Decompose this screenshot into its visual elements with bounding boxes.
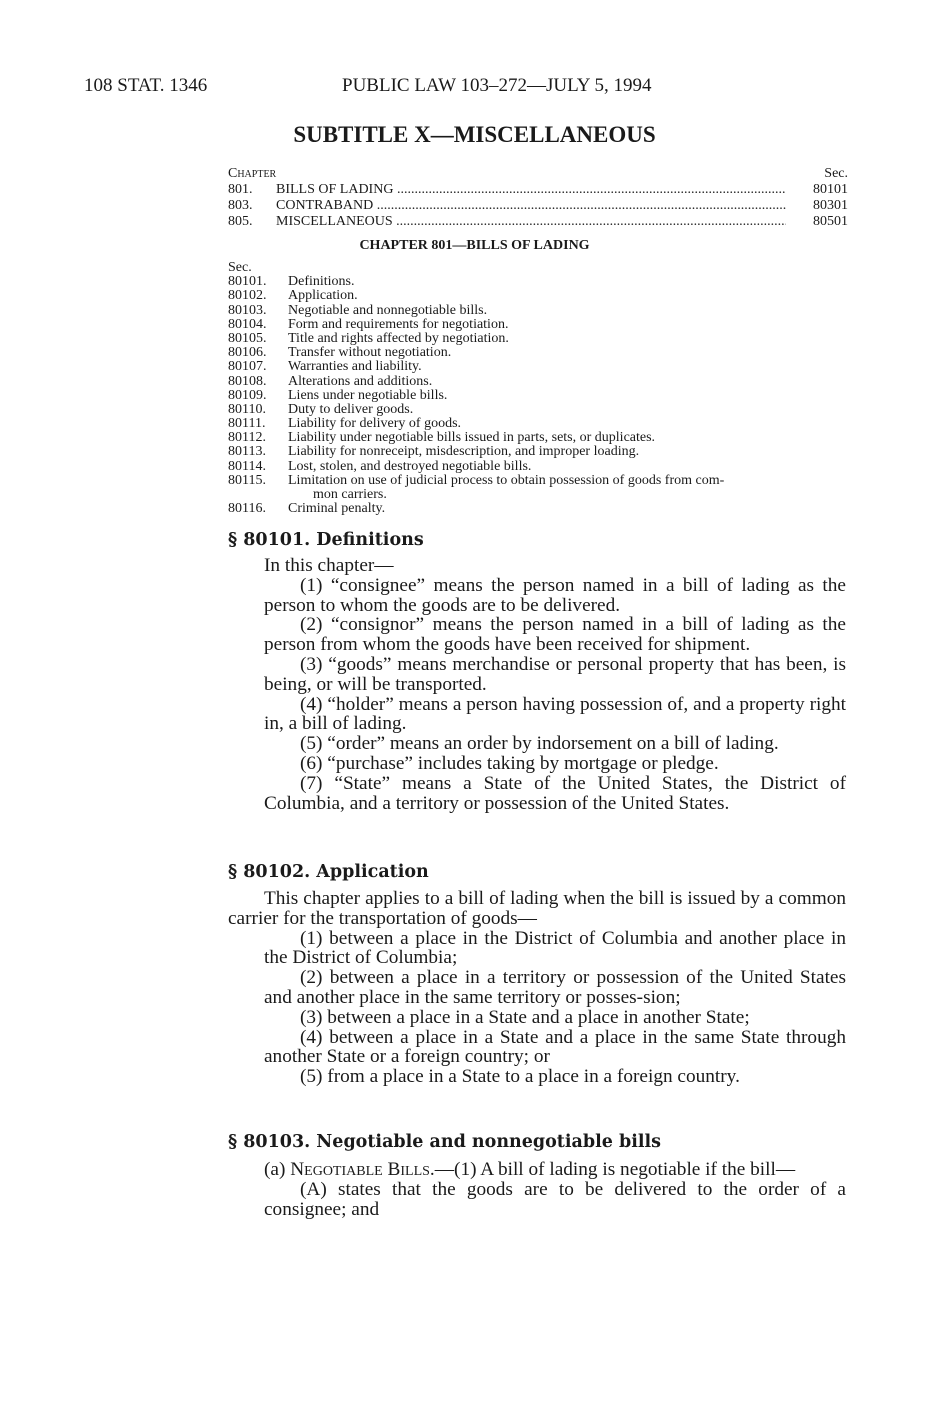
application-item: (3) between a place in a State and a place in another State; bbox=[300, 1006, 750, 1028]
section-title: Liability for delivery of goods. bbox=[288, 416, 462, 432]
section-number: 80114. bbox=[228, 458, 266, 474]
section-list-item bbox=[228, 445, 848, 459]
section-intro: This chapter applies to a bill of lading when the bill is issued by a common carrier for the transportation of goods— bbox=[228, 888, 846, 929]
toc-row bbox=[228, 182, 848, 198]
section-title: Limitation on use of judicial process to obtain possession of goods from com- bbox=[288, 472, 725, 488]
section-number: 80103. bbox=[228, 302, 267, 318]
section-list bbox=[228, 261, 848, 516]
toc-row-section: 80301 bbox=[813, 198, 848, 213]
toc-chapter-label: Chapter bbox=[228, 166, 277, 181]
section-title: Application. bbox=[288, 288, 358, 304]
section-title: Liens under negotiable bills. bbox=[288, 387, 448, 403]
section-title: Form and requirements for negotiation. bbox=[288, 316, 509, 332]
section-title-continued: mon carriers. bbox=[313, 487, 387, 503]
definition-item: (6) “purchase” includes taking by mortgage or pledge. bbox=[300, 752, 719, 774]
toc-header bbox=[228, 166, 848, 182]
application-item: (4) between a place in a State and a place in the same State through another State or a foreign country; or bbox=[264, 1026, 846, 1068]
subsection-a-text: —(1) A bill of lading is negotiable if the bill— bbox=[434, 1159, 796, 1180]
section-title: Alterations and additions. bbox=[288, 373, 433, 389]
section-title: Lost, stolen, and destroyed negotiable bills. bbox=[288, 458, 532, 474]
definition-item: (5) “order” means an order by indorsement on a bill of lading. bbox=[300, 733, 779, 755]
definition-item: (1) “consignee” means the person named in a bill of lading as the person to whom the goods are to be delivered. bbox=[264, 574, 846, 616]
section-list-item bbox=[228, 332, 848, 346]
section-number: 80110. bbox=[228, 401, 266, 417]
section-heading-80103: § 80103. Negotiable and nonnegotiable bills bbox=[228, 1132, 662, 1152]
section-body-80101 bbox=[228, 556, 846, 813]
section-title: Negotiable and nonnegotiable bills. bbox=[288, 302, 488, 318]
toc-row bbox=[228, 198, 848, 214]
subtitle-heading: SUBTITLE X—MISCELLANEOUS bbox=[293, 122, 656, 147]
section-list-item bbox=[228, 417, 848, 431]
section-title-wrapped bbox=[288, 474, 848, 502]
section-heading-80102: § 80102. Application bbox=[228, 862, 429, 882]
section-number: 80109. bbox=[228, 387, 267, 403]
section-list-item bbox=[228, 289, 848, 303]
section-number: 80104. bbox=[228, 316, 267, 332]
section-number: 80107. bbox=[228, 359, 267, 375]
toc-row-title: MISCELLANEOUS ..... bbox=[276, 214, 786, 230]
definition-item: (3) “goods” means merchandise or personal property that has been, is being, or will be transported. bbox=[264, 653, 846, 695]
section-number: 80106. bbox=[228, 345, 267, 361]
section-list-item bbox=[228, 360, 848, 374]
section-list-label: Sec. bbox=[228, 260, 252, 275]
section-list-item bbox=[228, 389, 848, 403]
section-list-item bbox=[228, 403, 848, 417]
section-list-item bbox=[228, 375, 848, 389]
section-number: 80108. bbox=[228, 373, 267, 389]
section-title: Definitions. bbox=[288, 274, 355, 290]
section-title: Liability for nonreceipt, misdescription, and improper loading. bbox=[288, 444, 640, 460]
section-title: Liability under negotiable bills issued in parts, sets, or duplicates. bbox=[288, 430, 656, 446]
section-list-item bbox=[228, 431, 848, 445]
application-item: (2) between a place in a territory or possession of the United States and another place in the same territory or posses-sion; bbox=[264, 967, 846, 1008]
application-item: (1) between a place in the District of Columbia and another place in the District of Columbia; bbox=[264, 927, 846, 969]
section-title: Duty to deliver goods. bbox=[288, 401, 414, 417]
chapter-heading: CHAPTER 801—BILLS OF LADING bbox=[359, 238, 590, 253]
section-list-item bbox=[228, 474, 848, 502]
section-number: 80111. bbox=[228, 416, 266, 432]
section-number: 80105. bbox=[228, 330, 267, 346]
public-law-title: PUBLIC LAW 103–272—JULY 5, 1994 bbox=[342, 75, 652, 96]
definition-item: (7) “State” means a State of the United States, the District of Columbia, and a territory or possession of the United States. bbox=[264, 772, 846, 814]
section-body-80103 bbox=[228, 1160, 846, 1219]
toc-row bbox=[228, 214, 848, 230]
section-intro: In this chapter— bbox=[264, 555, 394, 576]
section-list-item bbox=[228, 502, 848, 516]
definition-item: (4) “holder” means a person having possession of, and a property right in, a bill of lading. bbox=[264, 693, 846, 735]
section-title: Warranties and liability. bbox=[288, 359, 422, 375]
toc-row-number: 803. bbox=[228, 198, 253, 213]
toc-row-number: 801. bbox=[228, 182, 253, 197]
section-list-item bbox=[228, 318, 848, 332]
subparagraph-A: (A) states that the goods are to be delivered to the order of a consignee; and bbox=[264, 1178, 846, 1220]
section-title: Title and rights affected by negotiation. bbox=[288, 330, 509, 346]
section-list-item bbox=[228, 275, 848, 289]
application-item: (5) from a place in a State to a place in a foreign country. bbox=[300, 1066, 740, 1088]
toc-sec-label: Sec. bbox=[824, 166, 848, 181]
toc-row-title: CONTRABAND ..... bbox=[276, 198, 786, 214]
section-number: 80102. bbox=[228, 288, 267, 304]
section-list-item bbox=[228, 304, 848, 318]
toc-row-title: BILLS OF LADING ..... bbox=[276, 182, 786, 198]
toc-row-section: 80101 bbox=[813, 182, 848, 197]
section-list-item bbox=[228, 346, 848, 360]
section-number: 80113. bbox=[228, 444, 266, 460]
subsection-a-prefix: (a) bbox=[264, 1159, 291, 1180]
section-heading-80101: § 80101. Definitions bbox=[228, 530, 424, 550]
section-list-label-row bbox=[228, 261, 848, 275]
section-title: Transfer without negotiation. bbox=[288, 345, 452, 361]
subsection-a bbox=[228, 1160, 846, 1180]
section-list-item bbox=[228, 460, 848, 474]
section-number: 80101. bbox=[228, 274, 267, 290]
section-number: 80116. bbox=[228, 501, 266, 517]
definition-item: (2) “consignor” means the person named in a bill of lading as the person from whom the goods have been received for shipment. bbox=[264, 614, 846, 656]
section-title: Criminal penalty. bbox=[288, 501, 386, 517]
page-citation: 108 STAT. 1346 bbox=[84, 75, 208, 96]
toc-row-section: 80501 bbox=[813, 214, 848, 229]
section-number: 80115. bbox=[228, 472, 266, 488]
section-number: 80112. bbox=[228, 430, 266, 446]
toc-row-number: 805. bbox=[228, 214, 253, 229]
section-body-80102 bbox=[228, 889, 846, 1087]
subsection-a-caption: Negotiable Bills. bbox=[290, 1159, 435, 1180]
